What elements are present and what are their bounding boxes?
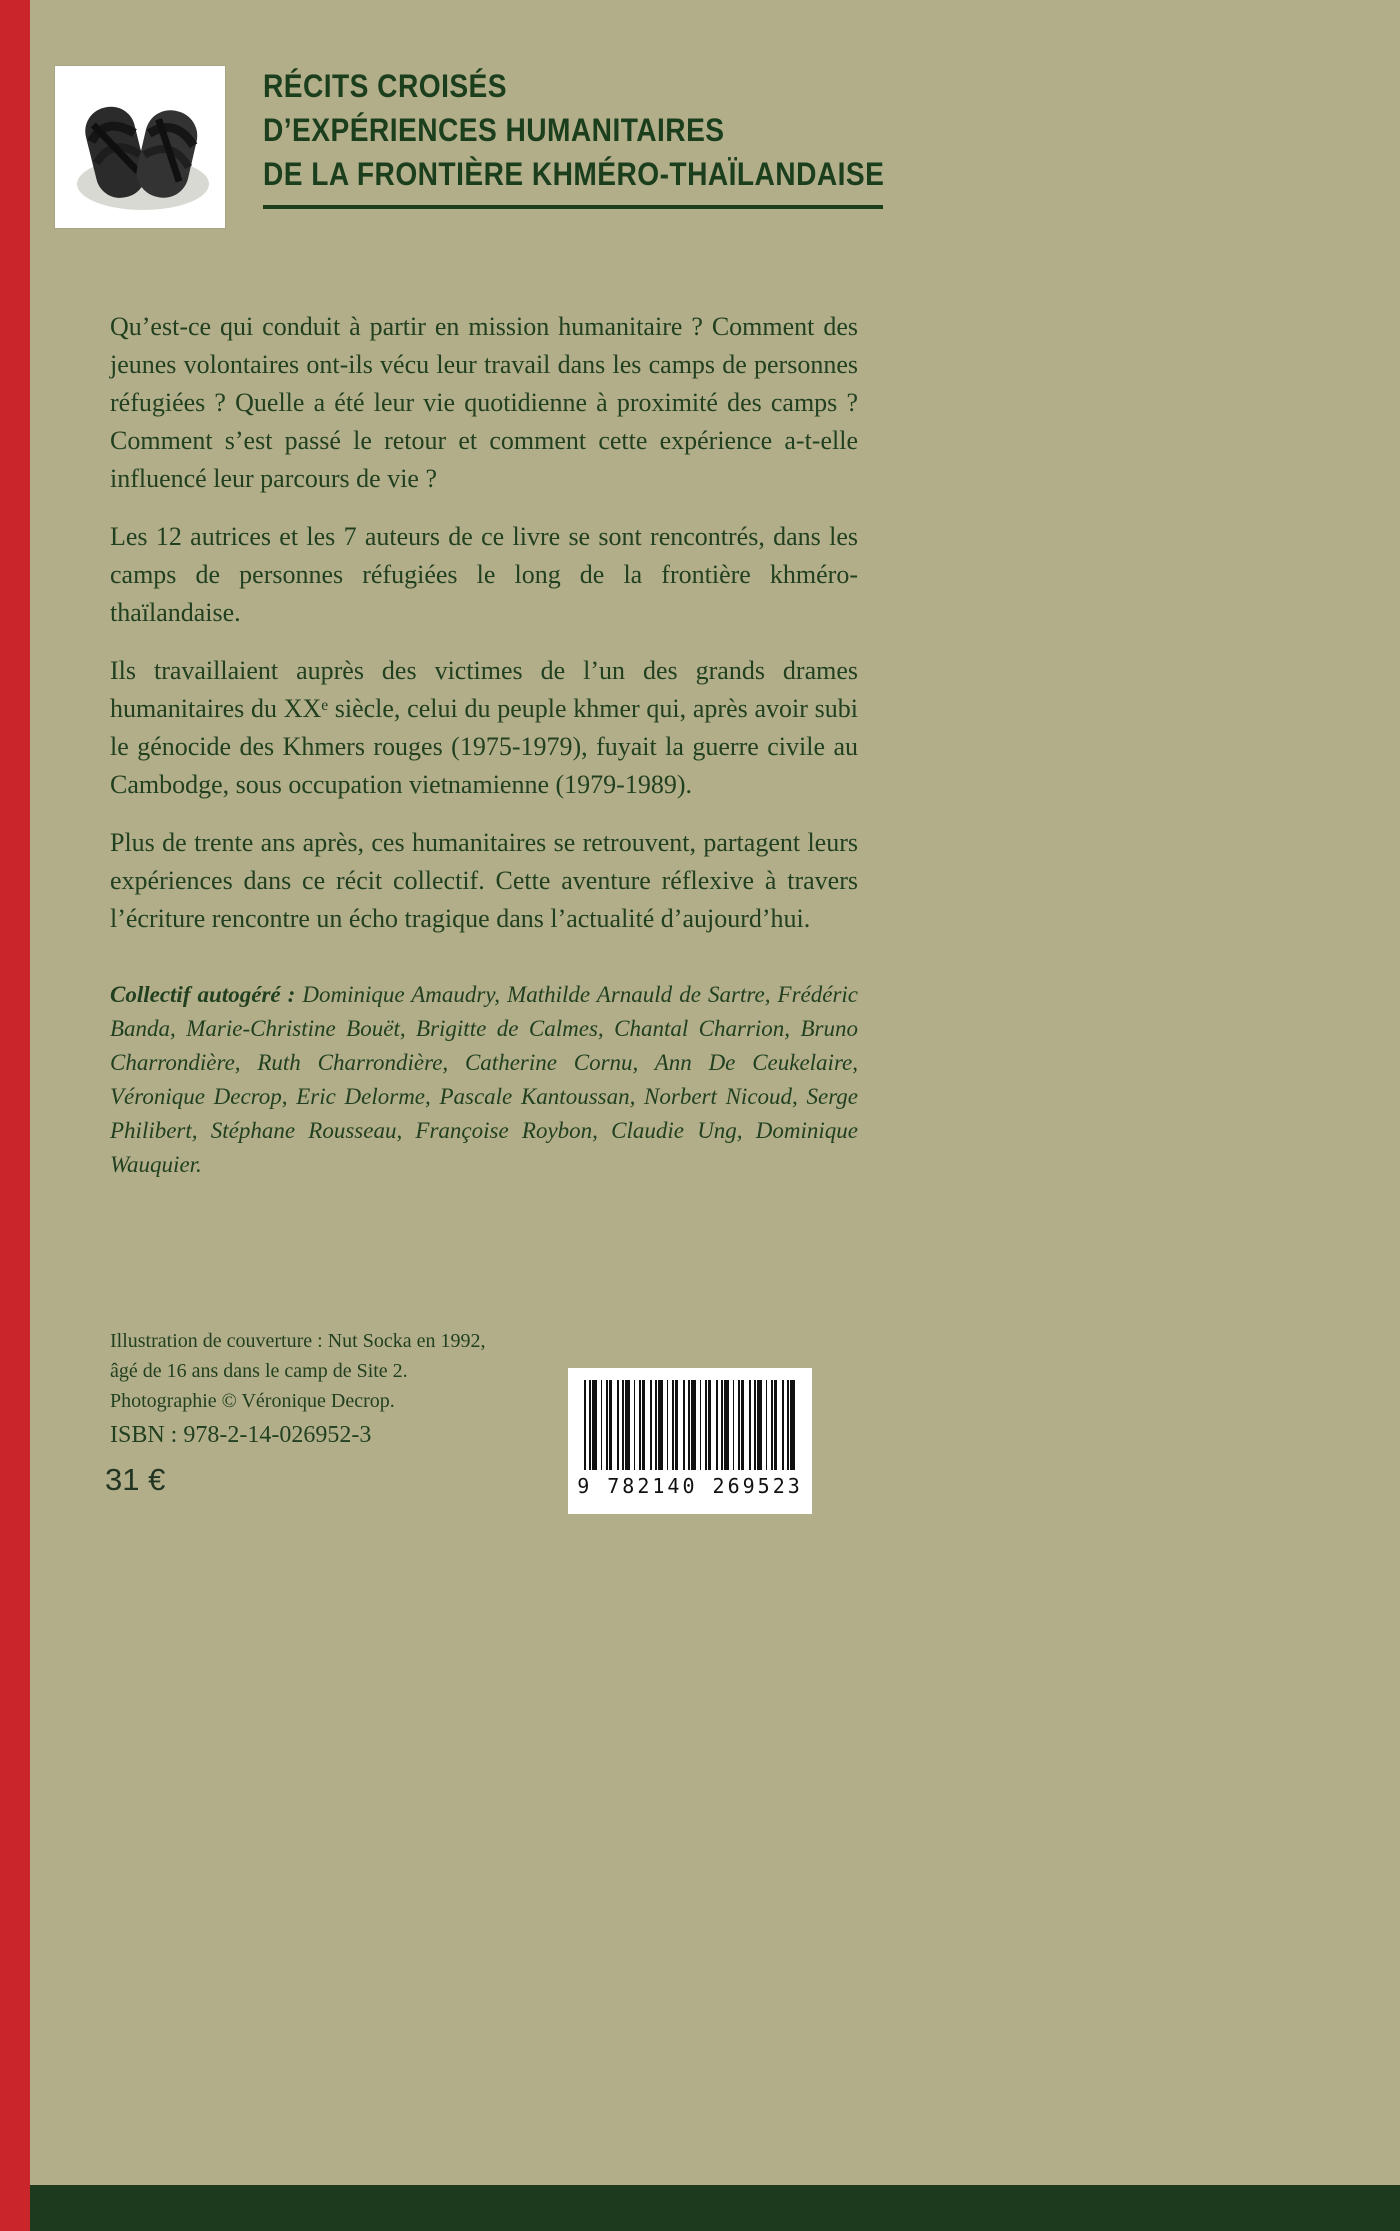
spine-red-strip bbox=[0, 0, 30, 2231]
back-cover-text bbox=[110, 308, 858, 1182]
title-underline bbox=[263, 205, 883, 209]
barcode-bars bbox=[584, 1380, 796, 1470]
collective-label: Collectif autogéré : bbox=[110, 982, 296, 1007]
blurb-paragraph-1: Qu’est-ce qui conduit à partir en mission humanitaire ? Comment des jeunes volontaires ont-ils vécu leur travail dans les camps de personnes réfugiées ? Quelle a été leur vie quotidienne à proximité des camps ? Comment s’est passé le retour et comment cette expérience a-t-elle influencé leur parcours de vie ? bbox=[110, 312, 858, 493]
blurb-paragraph-4: Plus de trente ans après, ces humanitaires se retrouvent, partagent leurs expériences dans ce récit collectif. Cette aventure réflexive à travers l’écriture rencontre un écho tragique dans l’actualité d’aujourd’hui. bbox=[110, 828, 858, 933]
sandals-image bbox=[55, 66, 225, 228]
credit-line-2: âgé de 16 ans dans le camp de Site 2. bbox=[110, 1360, 408, 1382]
credits-block bbox=[110, 1326, 485, 1416]
book-title-line-3: DE LA FRONTIÈRE KHMÉRO-THAÏLANDAISE bbox=[263, 156, 885, 192]
title-block bbox=[263, 64, 963, 209]
barcode bbox=[568, 1368, 812, 1514]
barcode-number: 9 782140 269523 bbox=[577, 1474, 803, 1498]
cover-photo bbox=[55, 66, 225, 228]
price-text: 31 € bbox=[105, 1462, 166, 1497]
bottom-green-bar bbox=[30, 2185, 1400, 2231]
book-title-line-1: RÉCITS CROISÉS bbox=[263, 68, 507, 104]
isbn-text: ISBN : 978-2-14-026952-3 bbox=[110, 1422, 372, 1448]
collective-names: Dominique Amaudry, Mathilde Arnauld de Sartre, Frédéric Banda, Marie-Christine Bouët, Brigitte de Calmes, Chantal Charrion, Bruno Charrondière, Ruth Charrondière, Catherine Cornu, Ann De Ceukelaire, Véronique Decrop, Eric Delorme, Pascale Kantoussan, Norbert Nicoud, Serge Philibert, Stéphane Rousseau, Françoise Roybon, Claudie Ung, Dominique Wauquier. bbox=[110, 982, 858, 1177]
authors-paragraph bbox=[110, 978, 858, 1182]
credit-line-1: Illustration de couverture : Nut Socka en 1992, bbox=[110, 1330, 486, 1352]
blurb-paragraph-2: Les 12 autrices et les 7 auteurs de ce livre se sont rencontrés, dans les camps de personnes réfugiées le long de la frontière khméro-thaïlandaise. bbox=[110, 522, 858, 627]
credit-line-3: Photographie © Véronique Decrop. bbox=[110, 1390, 395, 1412]
blurb-paragraph-3: Ils travaillaient auprès des victimes de l’un des grands drames humanitaires du XXᵉ siècle, celui du peuple khmer qui, après avoir subi le génocide des Khmers rouges (1975-1979), fuyait la guerre civile au Cambodge, sous occupation vietnamienne (1979-1989). bbox=[110, 656, 858, 799]
book-title-line-2: D’EXPÉRIENCES HUMANITAIRES bbox=[263, 112, 725, 148]
